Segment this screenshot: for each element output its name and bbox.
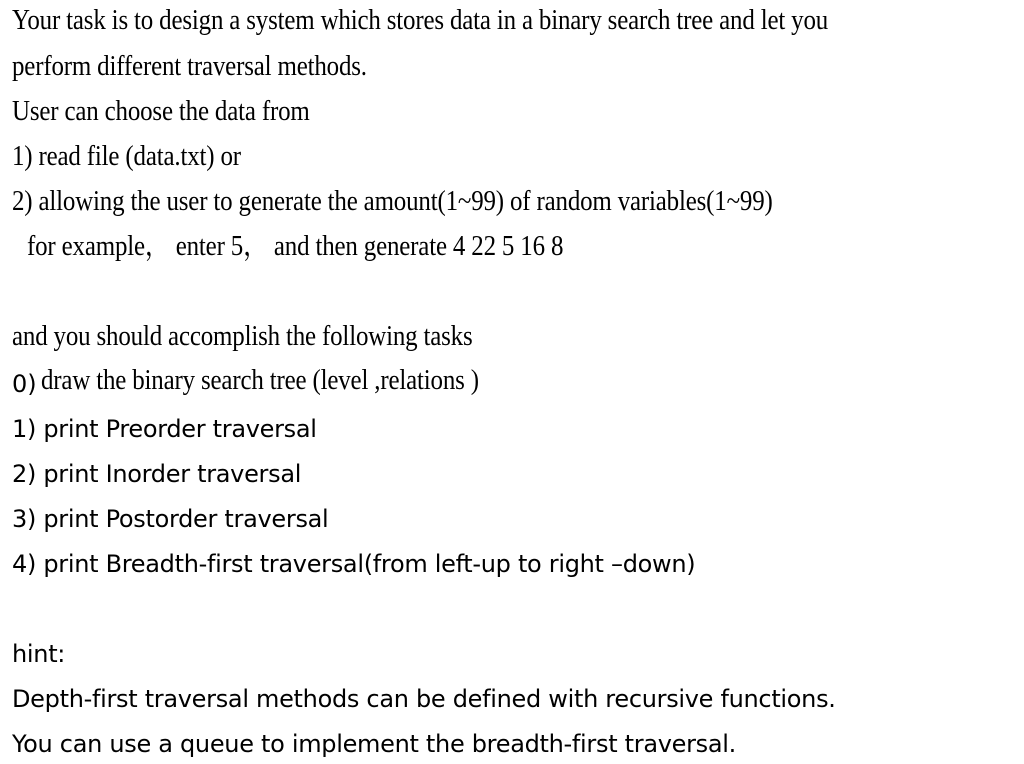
intro-line-1: Your task is to design a system which stores data in a binary search tree and let you [12, 4, 829, 36]
task-0-number: 0) [12, 370, 37, 398]
example-line: for example， enter 5， and then generate 4 22 5 16 8 [27, 230, 564, 262]
task-0-text: draw the binary search tree (level ,relations ) [40, 364, 479, 396]
hint-line-2: You can use a queue to implement the breadth-first traversal. [12, 730, 736, 758]
task-1: 1) print Preorder traversal [12, 415, 317, 443]
hint-line-1: Depth-first traversal methods can be defined with recursive functions. [12, 685, 836, 713]
task-4: 4) print Breadth-first traversal(from left-up to right –down) [12, 550, 696, 578]
hint-label: hint: [12, 640, 66, 668]
task-2: 2) print Inorder traversal [12, 460, 302, 488]
task-0 [12, 364, 550, 398]
data-option-2: 2) allowing the user to generate the amount(1~99) of random variables(1~99) [12, 185, 773, 217]
intro-line-2: perform different traversal methods. [12, 50, 367, 82]
data-option-1: 1) read file (data.txt) or [12, 140, 241, 172]
intro-line-3: User can choose the data from [12, 95, 310, 127]
task-3: 3) print Postorder traversal [12, 505, 329, 533]
tasks-heading: and you should accomplish the following tasks [12, 320, 473, 352]
